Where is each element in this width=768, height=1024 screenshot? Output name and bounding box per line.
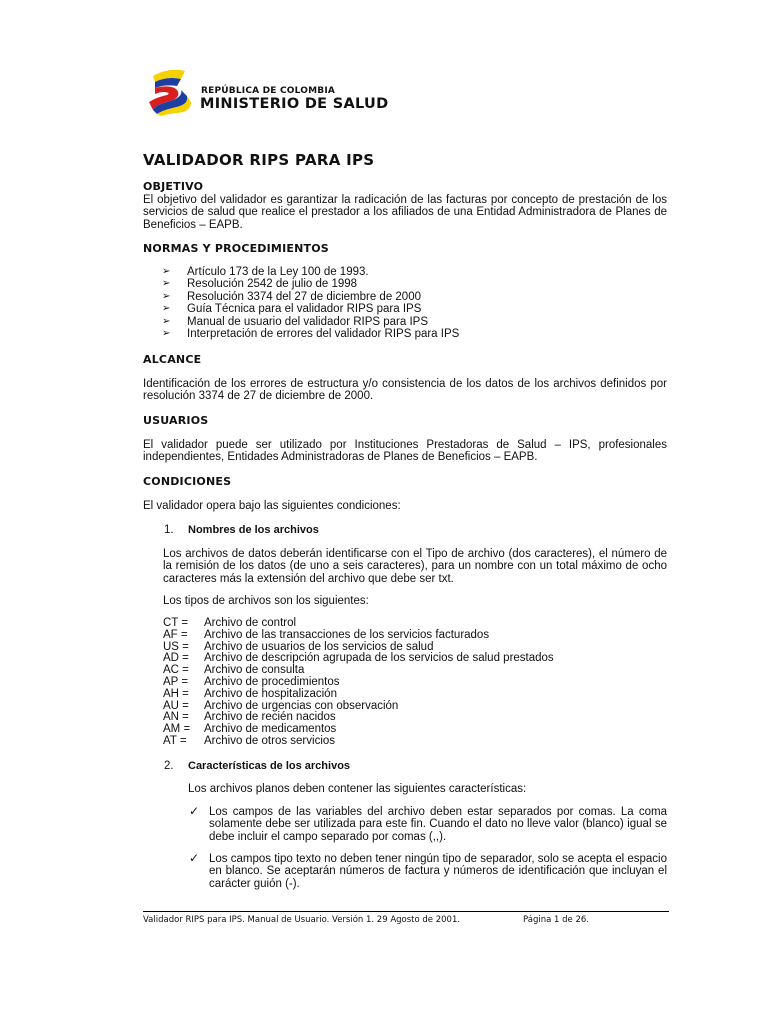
condiciones-intro: El validador opera bajo las siguientes condiciones: <box>143 500 401 512</box>
footer-page-number: Página 1 de 26. <box>523 915 589 925</box>
list-item: Los campos tipo texto no deben tener ningún tipo de separador, solo se acepta el espacio en blanco. Se aceptarán números de factura y números de identificación que incluyan el carácter guión (-). <box>209 853 667 890</box>
alcance-text: Identificación de los errores de estructura y/o consistencia de los datos de los archivos definidos por resolución 3374 de 27 de diciembre de 2000. <box>143 378 667 403</box>
arrow-bullet-icon: ➢ <box>162 266 171 277</box>
usuarios-heading: USUARIOS <box>143 414 209 427</box>
section2-intro: Los archivos planos deben contener las siguientes características: <box>188 783 527 795</box>
normas-list <box>162 266 459 340</box>
list-item: Los campos de las variables del archivo deben estar separados por comas. La coma solamente debe ser utilizada para este fin. Cuando el dato no lleve valor (blanco) igual se debe incluir el campo separado por comas (,,). <box>209 806 667 843</box>
list-item: ➢ Artículo 173 de la Ley 100 de 1993. <box>162 266 369 278</box>
republica-label: REPÚBLICA DE COLOMBIA <box>201 86 336 96</box>
list-item: ➢ Guía Técnica para el validador RIPS para IPS <box>162 303 422 316</box>
list-item: ➢ Resolución 2542 de julio de 1998 <box>162 278 358 291</box>
list-item: ➢ Interpretación de errores del validador RIPS para IPS <box>162 327 460 340</box>
arrow-bullet-icon: ➢ <box>162 327 171 339</box>
objetivo-text: El objetivo del validador es garantizar la radicación de las facturas por concepto de prestación de los servicios de salud que realice el prestador a los afiliados de una Entidad Administradora de Planes de Beneficios – EAPB. <box>143 194 667 231</box>
ministerio-title: MINISTERIO DE SALUD <box>200 96 389 112</box>
list-item: ➢ Resolución 3374 del 27 de diciembre de 2000 <box>162 290 421 303</box>
section-number: 2. <box>164 760 174 772</box>
usuarios-text: El validador puede ser utilizado por Instituciones Prestadoras de Salud – IPS, profesionales independientes, Entidades Administradoras de Planes de Beneficios – EAPB. <box>143 439 667 464</box>
types-intro: Los tipos de archivos son los siguientes: <box>163 595 369 607</box>
document-title: VALIDADOR RIPS PARA IPS <box>143 151 375 169</box>
ministerio-logo <box>147 66 197 116</box>
condiciones-heading: CONDICIONES <box>143 475 232 488</box>
checkmark-icon: ✓ <box>189 851 200 865</box>
footer-left: Validador RIPS para IPS. Manual de Usuario. Versión 1. 29 Agosto de 2001. <box>143 915 461 925</box>
section1-text: Los archivos de datos deberán identificarse con el Tipo de archivo (dos caracteres), el número de la remisión de los datos (de uno a seis caracteres), para un nombre con un total máximo de ocho caracteres más la extensión del archivo que debe ser txt. <box>163 548 667 585</box>
objetivo-heading: OBJETIVO <box>143 180 204 193</box>
arrow-bullet-icon: ➢ <box>162 315 171 327</box>
list-item: ➢ Manual de usuario del validador RIPS para IPS <box>162 315 429 328</box>
alcance-heading: ALCANCE <box>143 353 202 366</box>
footer-divider <box>143 911 669 912</box>
arrow-bullet-icon: ➢ <box>162 303 171 315</box>
arrow-bullet-icon: ➢ <box>162 290 171 302</box>
checkmark-icon: ✓ <box>189 804 200 818</box>
section-number: 1. <box>164 524 174 536</box>
normas-heading: NORMAS Y PROCEDIMIENTOS <box>143 242 329 255</box>
arrow-bullet-icon: ➢ <box>162 278 171 290</box>
section-title: Nombres de los archivos <box>188 524 319 536</box>
section-title: Características de los archivos <box>188 760 351 772</box>
